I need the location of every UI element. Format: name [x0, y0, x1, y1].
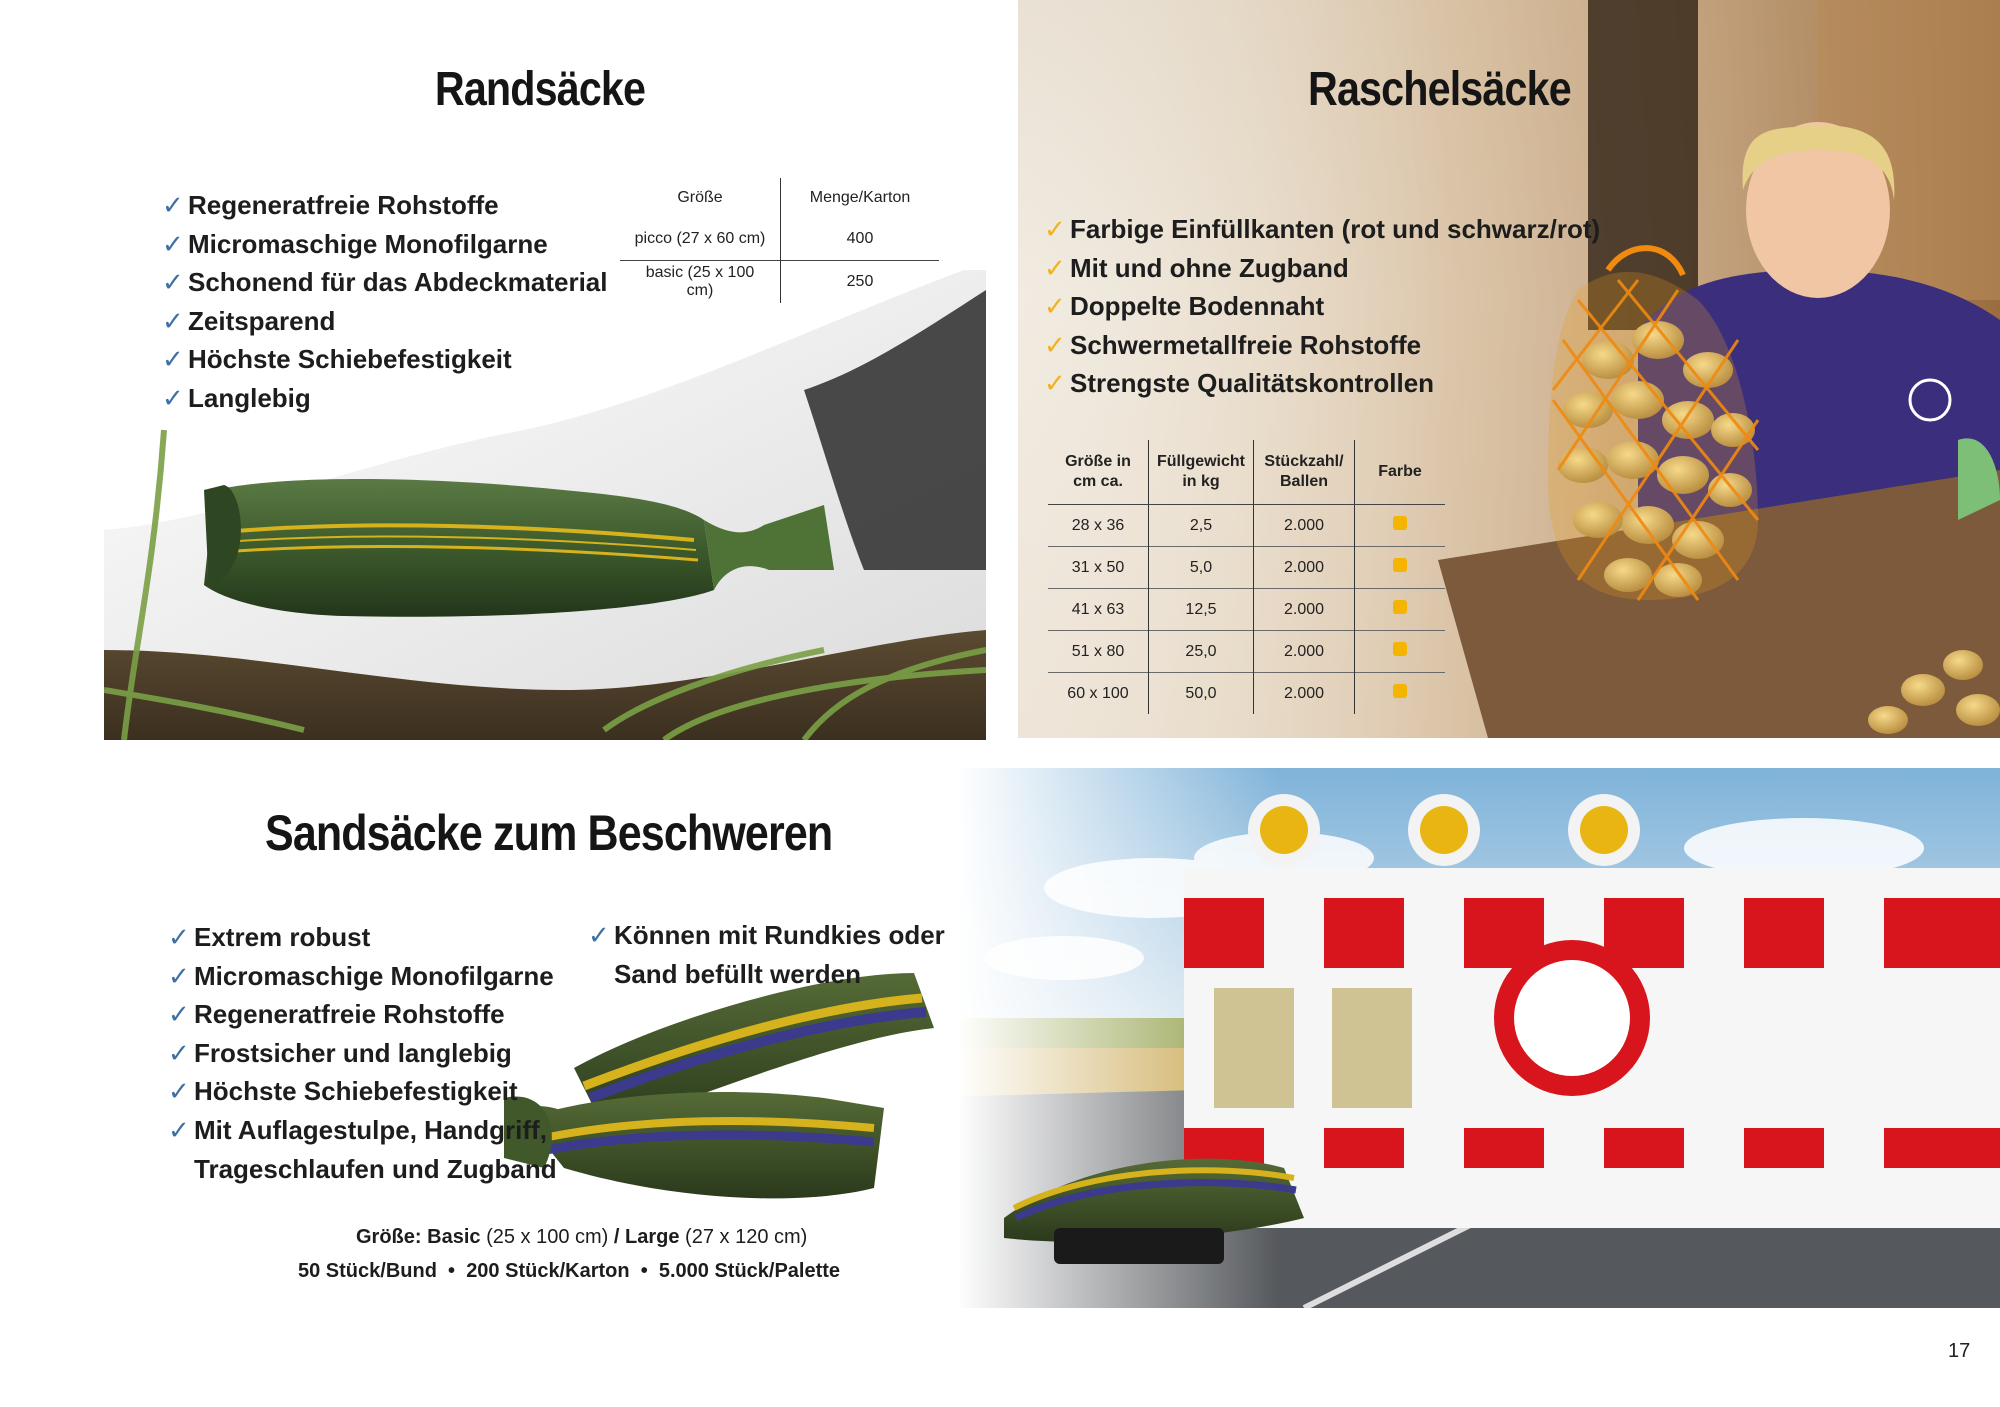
- table-row: [1048, 673, 1445, 715]
- list-item: [168, 1150, 557, 1189]
- sandsaecke-feature-list: [168, 918, 557, 1188]
- table-cell: 2.000: [1254, 547, 1355, 589]
- feature-text: Farbige Einfüllkanten (rot und schwarz/rot): [1070, 214, 1601, 244]
- table-cell: basic (25 x 100 cm): [620, 261, 781, 304]
- warning-light-icon: [1408, 794, 1480, 866]
- table-cell: 31 x 50: [1048, 547, 1149, 589]
- size-large-label: Large: [625, 1226, 680, 1248]
- list-item: [588, 955, 945, 994]
- checkmark-icon: ✓: [168, 960, 190, 991]
- table-header-cell: Größe: [620, 178, 781, 218]
- checkmark-icon: ✓: [162, 267, 184, 298]
- sandsaecke-title: Sandsäcke zum Beschweren: [265, 805, 833, 861]
- list-item: [168, 1072, 557, 1111]
- feature-text: Höchste Schiebefestigkeit: [188, 344, 512, 375]
- table-header-cell: Füllgewicht in kg: [1149, 440, 1254, 505]
- list-item: [1044, 364, 1600, 403]
- checkmark-icon: ✓: [168, 1037, 190, 1068]
- color-swatch: [1393, 558, 1407, 572]
- page-number: 17: [1948, 1340, 1971, 1362]
- checkmark-icon: ✓: [162, 305, 184, 336]
- raschelsaecke-feature-list: [1044, 210, 1600, 403]
- table-cell: 25,0: [1149, 631, 1254, 673]
- size-label: Größe:: [356, 1226, 422, 1248]
- table-cell: picco (27 x 60 cm): [620, 218, 781, 261]
- sandsaecke-size-line: [356, 1226, 807, 1249]
- checkmark-icon: ✓: [162, 190, 184, 220]
- feature-text: Zeitsparend: [188, 305, 336, 336]
- feature-text: Regeneratfreie Rohstoffe: [194, 999, 505, 1030]
- list-item: [162, 340, 607, 379]
- table-cell: 400: [846, 230, 874, 247]
- table-cell: 51 x 80: [1048, 631, 1149, 673]
- color-cell: [1355, 547, 1446, 589]
- feature-text: Sand befüllt werden: [614, 958, 862, 989]
- size-separator: /: [613, 1226, 620, 1248]
- table-cell: 2.000: [1254, 589, 1355, 631]
- table-header-row: [620, 178, 939, 218]
- list-item: [162, 225, 607, 264]
- list-item: [1044, 210, 1600, 249]
- randsaecke-feature-list: [162, 186, 607, 418]
- table-cell: 60 x 100: [1048, 673, 1149, 715]
- table-cell: 5,0: [1149, 547, 1254, 589]
- feature-text: Mit Auflagestulpe, Handgriff,: [194, 1114, 547, 1145]
- table-cell: 250: [781, 261, 940, 304]
- list-item: [168, 1111, 557, 1150]
- table-row: [1048, 505, 1445, 547]
- checkmark-icon: ✓: [162, 344, 184, 375]
- size-basic-dims: (25 x 100 cm): [486, 1226, 609, 1248]
- color-cell: [1355, 589, 1446, 631]
- list-item: [162, 186, 607, 225]
- color-cell: [1355, 631, 1446, 673]
- pack-bund: 50 Stück/Bund: [298, 1260, 437, 1282]
- list-item: [162, 263, 607, 302]
- table-header-cell: Größe in cm ca.: [1048, 440, 1149, 505]
- feature-text: Trageschlaufen und Zugband: [194, 1153, 557, 1184]
- table-cell: 2,5: [1149, 505, 1254, 547]
- warning-light-icon: [1568, 794, 1640, 866]
- table-cell: 2.000: [1254, 631, 1355, 673]
- feature-text: Strengste Qualitätskontrollen: [1070, 368, 1435, 399]
- size-large-dims: (27 x 120 cm): [685, 1226, 808, 1248]
- checkmark-icon: ✓: [162, 382, 184, 413]
- feature-text: Schwermetallfreie Rohstoffe: [1070, 329, 1422, 360]
- table-cell: 50,0: [1149, 673, 1254, 715]
- size-basic-label: Basic: [427, 1226, 481, 1248]
- checkmark-icon: ✓: [168, 999, 190, 1030]
- table-cell: 28 x 36: [1048, 505, 1149, 547]
- list-item: [168, 957, 557, 996]
- color-swatch: [1393, 684, 1407, 698]
- feature-text: Höchste Schiebefestigkeit: [194, 1076, 518, 1107]
- feature-text: Doppelte Bodennaht: [1070, 291, 1325, 322]
- table-header-cell: Stückzahl/ Ballen: [1254, 440, 1355, 505]
- raschelsaecke-size-table: [1048, 440, 1445, 714]
- feature-text: Extrem robust: [194, 922, 371, 952]
- warning-light-icon: [1248, 794, 1320, 866]
- table-row: [1048, 589, 1445, 631]
- table-cell: 2.000: [1254, 505, 1355, 547]
- checkmark-icon: ✓: [588, 920, 610, 950]
- list-item: [162, 379, 607, 418]
- sandsaecke-packaging-line: [298, 1260, 840, 1283]
- color-swatch: [1393, 600, 1407, 614]
- feature-text: Schonend für das Abdeckmaterial: [188, 267, 608, 298]
- checkmark-icon: ✓: [1044, 252, 1066, 283]
- randsaecke-title: Randsäcke: [434, 63, 646, 116]
- list-item: [168, 918, 557, 957]
- checkmark-icon: ✓: [1044, 214, 1066, 244]
- list-item: [168, 995, 557, 1034]
- feature-text: Micromaschige Monofilgarne: [188, 228, 548, 259]
- list-item: [1044, 326, 1600, 365]
- table-row: [1048, 547, 1445, 589]
- table-header-cell: Menge/Karton: [809, 189, 911, 206]
- checkmark-icon: ✓: [1044, 291, 1066, 322]
- list-item: [168, 1034, 557, 1073]
- feature-text: Micromaschige Monofilgarne: [194, 960, 554, 991]
- bullet-separator: •: [640, 1260, 648, 1282]
- table-row: [1048, 631, 1445, 673]
- list-item: [1044, 287, 1600, 326]
- checkmark-icon: ✓: [168, 922, 190, 952]
- randsaecke-size-table: [620, 178, 939, 303]
- table-row: [620, 261, 939, 304]
- feature-text: Regeneratfreie Rohstoffe: [188, 190, 499, 220]
- bullet-separator: •: [448, 1260, 456, 1282]
- color-swatch: [1393, 516, 1407, 530]
- pack-karton: 200 Stück/Karton: [466, 1260, 630, 1282]
- sandsaecke-feature-list-2: [588, 916, 945, 993]
- checkmark-icon: ✓: [168, 1076, 190, 1107]
- color-swatch: [1393, 642, 1407, 656]
- color-cell: [1355, 673, 1446, 715]
- checkmark-icon: ✓: [162, 228, 184, 259]
- feature-text: Frostsicher und langlebig: [194, 1037, 512, 1068]
- checkmark-icon: ✓: [1044, 329, 1066, 360]
- color-cell: [1355, 505, 1446, 547]
- list-item: [162, 302, 607, 341]
- list-item: [588, 916, 945, 955]
- list-item: [1044, 249, 1600, 288]
- table-header-cell: Farbe: [1355, 440, 1446, 505]
- checkmark-icon: ✓: [1044, 368, 1066, 399]
- table-cell: 2.000: [1254, 673, 1355, 715]
- pack-palette: 5.000 Stück/Palette: [658, 1260, 841, 1282]
- feature-text: Langlebig: [188, 382, 311, 413]
- feature-text: Können mit Rundkies oder: [614, 920, 945, 950]
- checkmark-icon: ✓: [168, 1114, 190, 1145]
- raschelsaecke-title: Raschelsäcke: [1308, 63, 1571, 116]
- table-row: [620, 218, 939, 261]
- feature-text: Mit und ohne Zugband: [1070, 252, 1349, 283]
- table-cell: 41 x 63: [1048, 589, 1149, 631]
- table-header-row: [1048, 440, 1445, 505]
- table-cell: 12,5: [1149, 589, 1254, 631]
